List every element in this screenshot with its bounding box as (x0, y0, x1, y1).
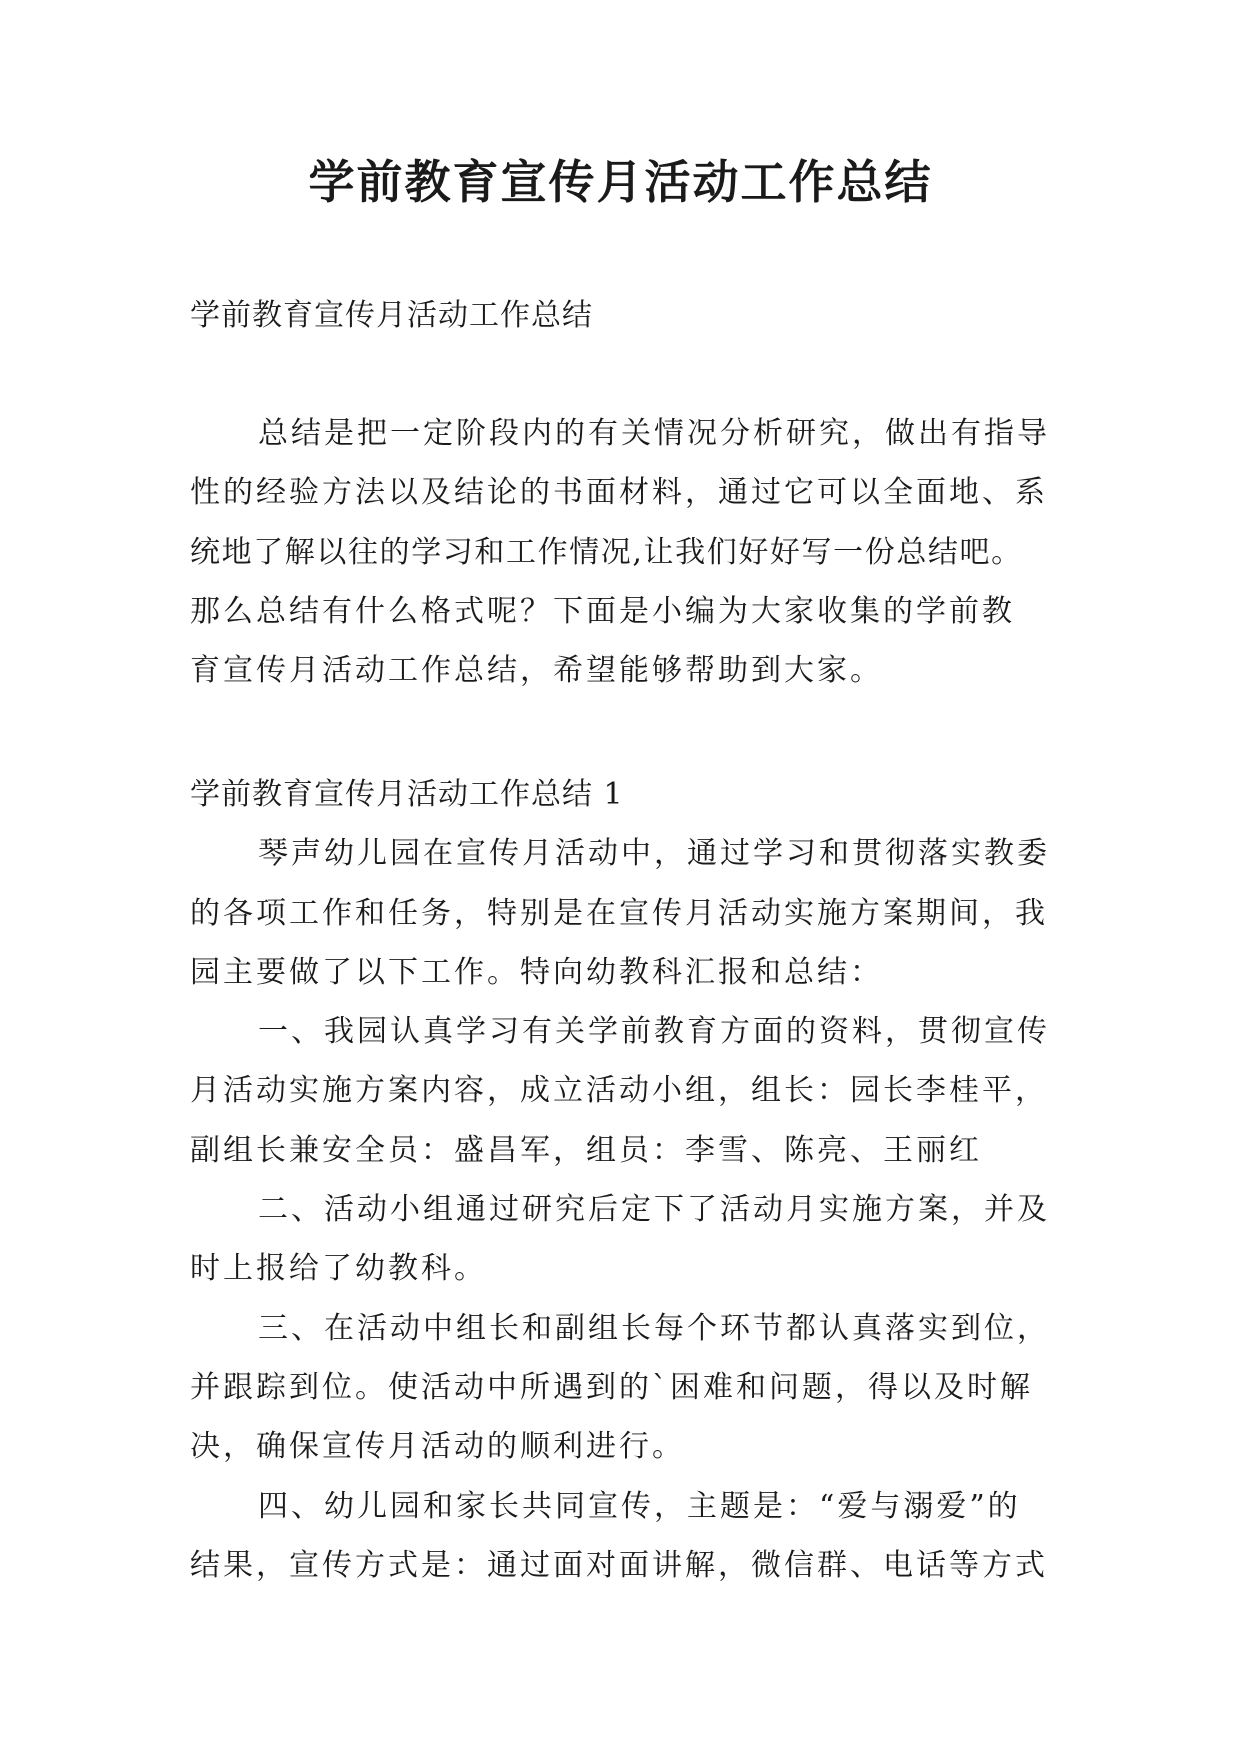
section-line: 月活动实施方案内容，成立活动小组，组长：园长李桂平， (190, 1073, 1048, 1109)
section-line: 一、我园认真学习有关学前教育方面的资料，贯彻宣传 (258, 1014, 1050, 1050)
section-line: 决，确保宣传月活动的顺利进行。 (190, 1429, 685, 1465)
intro-line: 育宣传月活动工作总结，希望能够帮助到大家。 (190, 653, 883, 689)
section-line: 并跟踪到位。使活动中所遇到的`困难和问题，得以及时解 (190, 1369, 1033, 1405)
intro-line: 那么总结有什么格式呢？下面是小编为大家收集的学前教 (190, 593, 1015, 629)
section-line: 园主要做了以下工作。特向幼教科汇报和总结： (190, 954, 883, 990)
intro-paragraph (190, 404, 1052, 700)
section-line: 时上报给了幼教科。 (190, 1251, 487, 1287)
section-line: 四、幼儿园和家长共同宣传，主题是：“爱与溺爱”的 (258, 1488, 1021, 1524)
section-line: 二、活动小组通过研究后定下了活动月实施方案，并及 (258, 1192, 1050, 1228)
section-line: 三、在活动中组长和副组长每个环节都认真落实到位， (258, 1310, 1050, 1346)
section-line: 琴声幼儿园在宣传月活动中，通过学习和贯彻落实教委 (258, 836, 1050, 872)
section-line: 副组长兼安全员：盛昌军，组员：李雪、陈亮、王丽红 (190, 1132, 982, 1168)
document-subtitle: 学前教育宣传月活动工作总结 (190, 298, 593, 333)
intro-line: 性的经验方法以及结论的书面材料，通过它可以全面地、系 (190, 475, 1048, 511)
intro-line: 统地了解以往的学习和工作情况,让我们好好写一份总结吧。 (190, 534, 1023, 570)
section-line: 的各项工作和任务，特别是在宣传月活动实施方案期间，我 (190, 895, 1048, 931)
intro-line: 总结是把一定阶段内的有关情况分析研究，做出有指导 (258, 416, 1050, 451)
section-heading: 学前教育宣传月活动工作总结 1 (190, 777, 624, 812)
section-1 (190, 765, 1052, 1595)
section-line: 结果，宣传方式是：通过面对面讲解，微信群、电话等方式 (190, 1547, 1048, 1583)
page-title: 学前教育宣传月活动工作总结 (308, 155, 933, 209)
